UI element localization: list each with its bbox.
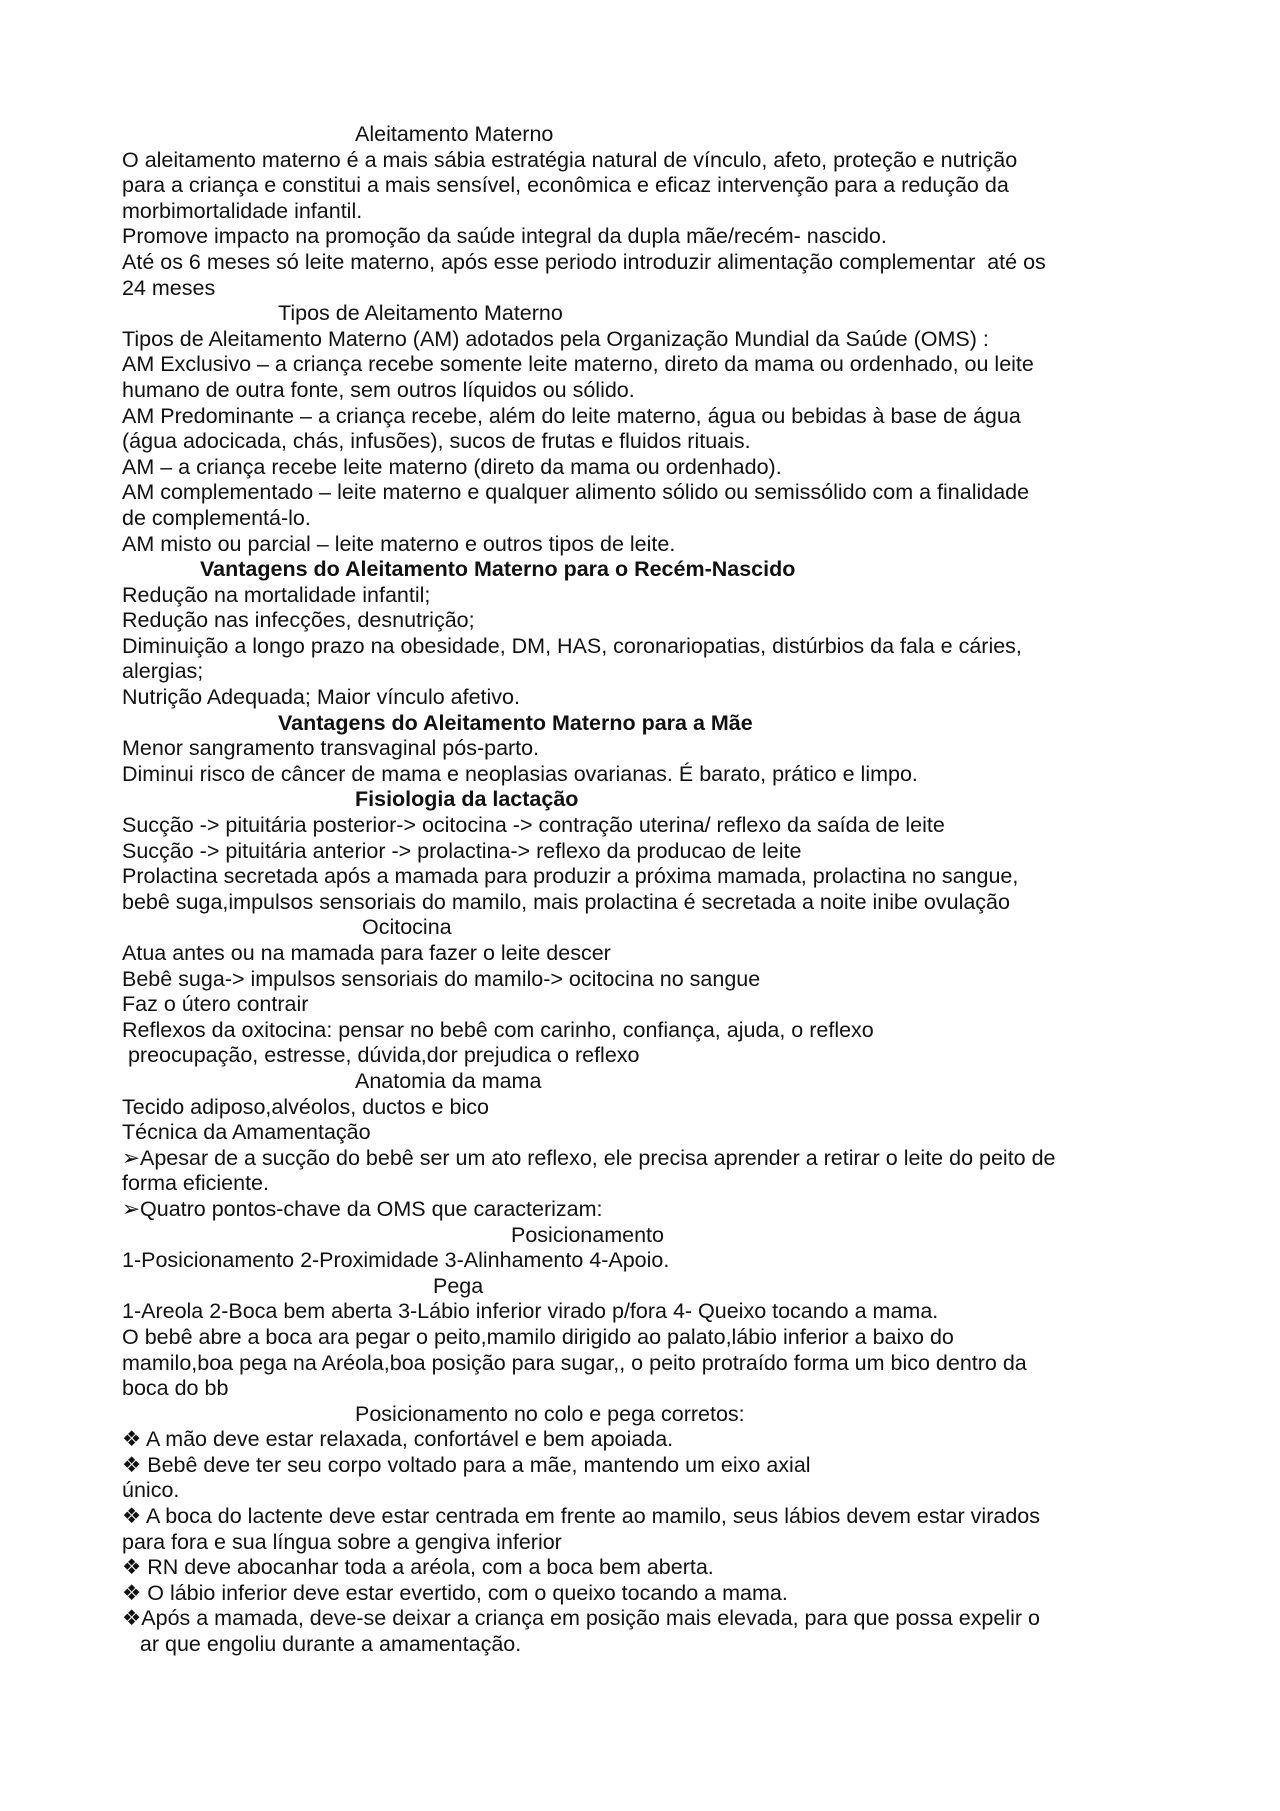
text-line: bebê suga,impulsos sensoriais do mamilo, mais prolactina é secretada a noite inibe ovulação [122, 889, 1010, 914]
text-line: para a criança e constitui a mais sensível, econômica e eficaz intervenção para a redução da [122, 173, 1009, 198]
text-line: Diminui risco de câncer de mama e neoplasias ovarianas. É barato, prático e limpo. [122, 761, 918, 786]
text-line: alergias; [122, 659, 204, 684]
section-heading: Vantagens do Aleitamento Materno para a Mãe [278, 710, 753, 735]
text-line: preocupação, estresse, dúvida,dor prejudica o reflexo [122, 1043, 640, 1068]
text-line: Tipos de Aleitamento Materno (AM) adotados pela Organização Mundial da Saúde (OMS) : [122, 326, 989, 351]
text-line: AM Predominante – a criança recebe, além do leite materno, água ou bebidas à base de água [122, 403, 1021, 428]
section-heading: Vantagens do Aleitamento Materno para o Recém-Nascido [200, 557, 796, 582]
text-line: Tecido adiposo,alvéolos, ductos e bico [122, 1094, 489, 1119]
text-line: Redução nas infecções, desnutrição; [122, 608, 475, 633]
section-heading: Tipos de Aleitamento Materno [278, 301, 563, 326]
text-line: Atua antes ou na mamada para fazer o leite descer [122, 941, 611, 965]
text-line: ➢Quatro pontos-chave da OMS que caracterizam: [122, 1196, 603, 1221]
text-line: Redução na mortalidade infantil; [122, 582, 431, 607]
text-line: Promove impacto na promoção da saúde integral da dupla mãe/recém- nascido. [122, 224, 887, 249]
text-line: O aleitamento materno é a mais sábia estratégia natural de vínculo, afeto, proteção e nutrição [122, 147, 1018, 172]
text-line: ❖ A mão deve estar relaxada, confortável e bem apoiada. [122, 1427, 674, 1452]
text-line: humano de outra fonte, sem outros líquidos ou sólido. [122, 377, 635, 402]
text-line: (água adocicada, chás, infusões), sucos de frutas e fluidos rituais. [122, 429, 751, 454]
section-heading: Anatomia da mama [355, 1068, 542, 1093]
text-line: Faz o útero contrair [122, 992, 309, 1017]
text-line: Reflexos da oxitocina: pensar no bebê com carinho, confiança, ajuda, o reflexo [122, 1017, 874, 1042]
text-line: Sucção -> pituitária posterior-> ocitocina -> contração uterina/ reflexo da saída de leite [122, 813, 945, 838]
text-line: Diminuição a longo prazo na obesidade, DM, HAS, coronariopatias, distúrbios da fala e cáries, [122, 633, 1022, 658]
text-line: 24 meses [122, 275, 216, 300]
text-line: Sucção -> pituitária anterior -> prolactina-> reflexo da producao de leite [122, 838, 802, 863]
text-line: AM – a criança recebe leite materno (direto da mama ou ordenhado). [122, 454, 782, 479]
text-line: ❖ A boca do lactente deve estar centrada em frente ao mamilo, seus lábios devem estar virados [122, 1504, 1040, 1529]
text-line: Prolactina secretada após a mamada para produzir a próxima mamada, prolactina no sangue, [122, 864, 1019, 889]
text-line: morbimortalidade infantil. [122, 198, 363, 223]
text-line: AM misto ou parcial – leite materno e outros tipos de leite. [122, 531, 676, 556]
section-heading: Aleitamento Materno [355, 122, 554, 146]
section-heading: Posicionamento no colo e pega corretos: [355, 1401, 745, 1426]
text-line: ar que engoliu durante a amamentação. [122, 1632, 522, 1657]
text-line: ➢Apesar de a sucção do bebê ser um ato reflexo, ele precisa aprender a retirar o leite do peito de [122, 1145, 1056, 1170]
text-line: 1-Posicionamento 2-Proximidade 3-Alinhamento 4-Apoio. [122, 1248, 670, 1273]
text-line: para fora e sua língua sobre a gengiva inferior [122, 1529, 562, 1554]
document-page [122, 122, 1182, 1658]
text-line: 1-Areola 2-Boca bem aberta 3-Lábio inferior virado p/fora 4- Queixo tocando a mama. [122, 1299, 939, 1324]
text-line: mamilo,boa pega na Aréola,boa posição para sugar,, o peito protraído forma um bico dentro da [122, 1350, 1027, 1375]
text-line: boca do bb [122, 1376, 229, 1401]
text-line: de complementá-lo. [122, 505, 311, 530]
text-line: Menor sangramento transvaginal pós-parto. [122, 736, 540, 761]
text-line: ❖ O lábio inferior deve estar evertido, com o queixo tocando a mama. [122, 1580, 788, 1605]
text-line: único. [122, 1478, 180, 1503]
text-line: AM complementado – leite materno e qualquer alimento sólido ou semissólido com a finalidade [122, 480, 1030, 505]
section-heading: Ocitocina [362, 915, 452, 940]
text-line: Técnica da Amamentação [122, 1120, 371, 1145]
text-line: forma eficiente. [122, 1171, 269, 1196]
text-line: AM Exclusivo – a criança recebe somente leite materno, direto da mama ou ordenhado, ou leite [122, 352, 1034, 377]
text-line: Bebê suga-> impulsos sensoriais do mamilo-> ocitocina no sangue [122, 966, 761, 991]
text-line: Até os 6 meses só leite materno, após esse periodo introduzir alimentação complementar até os [122, 249, 1046, 274]
text-line: ❖ RN deve abocanhar toda a aréola, com a boca bem aberta. [122, 1555, 714, 1580]
text-line: ❖ Bebê deve ter seu corpo voltado para a mãe, mantendo um eixo axial [122, 1452, 811, 1477]
text-line: O bebê abre a boca ara pegar o peito,mamilo dirigido ao palato,lábio inferior a baixo do [122, 1324, 954, 1349]
text-line: ❖Após a mamada, deve-se deixar a criança em posição mais elevada, para que possa expelir o [122, 1606, 1040, 1631]
section-heading: Posicionamento [511, 1222, 664, 1247]
text-line: Nutrição Adequada; Maior vínculo afetivo. [122, 685, 520, 710]
section-heading: Pega [433, 1273, 484, 1298]
section-heading: Fisiologia da lactação [355, 787, 579, 812]
